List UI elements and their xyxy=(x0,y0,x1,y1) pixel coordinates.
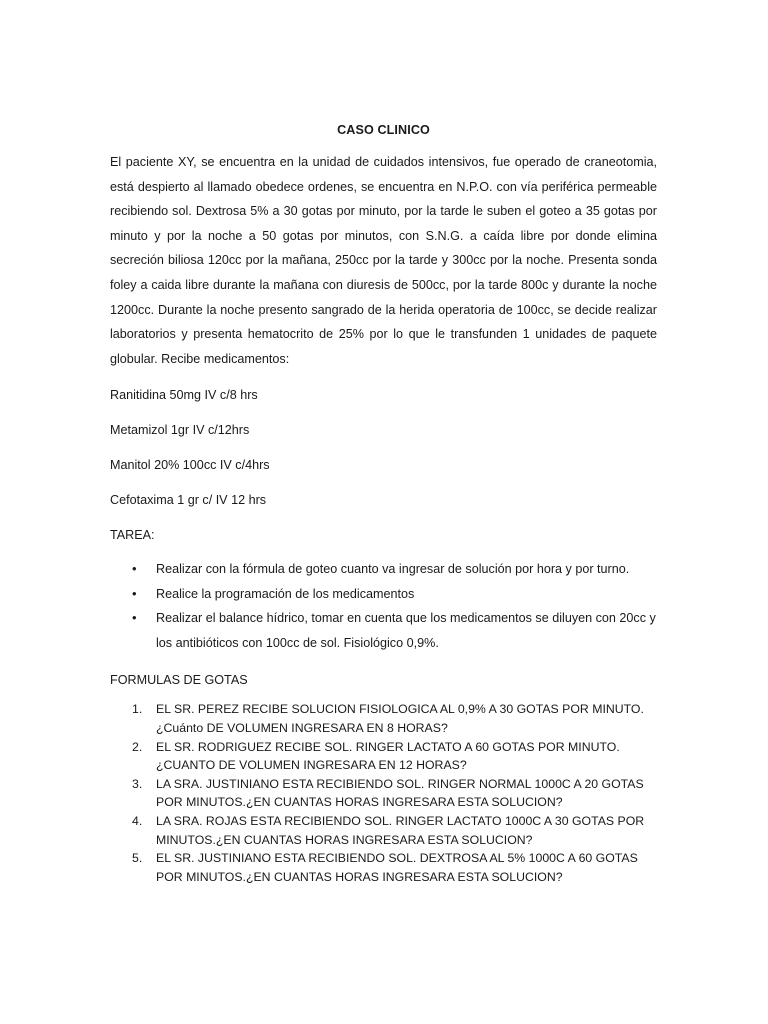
document-title: CASO CLINICO xyxy=(337,123,430,137)
task-item xyxy=(110,582,657,607)
task-item xyxy=(110,557,657,582)
formula-number: 1. xyxy=(132,702,143,717)
formula-text: LA SRA. ROJAS ESTA RECIBIENDO SOL. RINGER LACTATO 1000C A 30 GOTAS POR MINUTOS.¿EN CUANTAS HORAS INGRESARA ESTA SOLUCION? xyxy=(156,813,645,847)
task-text: Realizar con la fórmula de goteo cuanto va ingresar de solución por hora y por turno. xyxy=(156,562,630,577)
formula-text: EL SR. PEREZ RECIBE SOLUCION FISIOLOGICA AL 0,9% A 30 GOTAS POR MINUTO. ¿Cuánto DE VOLUMEN INGRESARA EN 8 HORAS? xyxy=(156,702,644,735)
formula-item xyxy=(110,849,657,886)
formula-number: 4. xyxy=(132,813,143,828)
formula-item xyxy=(110,775,657,812)
task-text: Realice la programación de los medicamentos xyxy=(156,586,415,601)
formula-text: EL SR. RODRIGUEZ RECIBE SOL. RINGER LACTATO A 60 GOTAS POR MINUTO.¿CUANTO DE VOLUMEN INGRESARA EN 12 HORAS? xyxy=(156,739,620,773)
case-paragraph: El paciente XY, se encuentra en la unidad de cuidados intensivos, fue operado de craneotomia, está despierto al llamado obedece ordenes, se encuentra en N.P.O. con vía periférica permeable recibiendo sol. Dextrosa 5% a 30 gotas por minuto, por la tarde le suben el goteo a 35 gotas por minuto y por la noche a 50 gotas por minutos, con S.N.G. a caída libre por donde elimina secreción biliosa 120cc por la mañana, 250cc por la tarde y 300cc por la noche. Presenta sonda foley a caida libre durante la mañana con diuresis de 500cc, por la tarde 800c y durante la noche 1200cc. Durante la noche presento sangrado de la herida operatoria de 100cc, se decide realizar laboratorios y presenta hematocrito de 25% por lo que le transfunden 1 unidades de paquete globular. Recibe medicamentos: xyxy=(110,155,657,366)
formula-number: 2. xyxy=(132,739,143,754)
task-item xyxy=(110,606,657,655)
formula-item xyxy=(110,700,657,737)
medication-list xyxy=(110,386,657,509)
medication-item: Cefotaxima 1 gr c/ IV 12 hrs xyxy=(110,493,267,508)
formula-item xyxy=(110,812,657,849)
bullet-icon: • xyxy=(132,585,137,601)
formula-number: 5. xyxy=(132,851,143,866)
formulas-heading: FORMULAS DE GOTAS xyxy=(110,673,248,688)
task-heading: TAREA: xyxy=(110,528,155,543)
medication-item: Metamizol 1gr IV c/12hrs xyxy=(110,423,250,438)
bullet-icon: • xyxy=(132,610,137,626)
formula-item xyxy=(110,738,657,775)
bullet-icon: • xyxy=(132,561,137,577)
formula-number: 3. xyxy=(132,776,143,791)
task-text: Realizar el balance hídrico, tomar en cuenta que los medicamentos se diluyen con 20cc y los antibióticos con 100cc de sol. Fisiológico 0,9%. xyxy=(156,611,656,650)
formula-text: EL SR. JUSTINIANO ESTA RECIBIENDO SOL. DEXTROSA AL 5% 1000C A 60 GOTAS POR MINUTOS.¿EN CUANTAS HORAS INGRESARA ESTA SOLUCION? xyxy=(156,851,638,884)
medication-item: Ranitidina 50mg IV c/8 hrs xyxy=(110,388,258,403)
formula-text: LA SRA. JUSTINIANO ESTA RECIBIENDO SOL. RINGER NORMAL 1000C A 20 GOTAS POR MINUTOS.¿EN CUANTAS HORAS INGRESARA ESTA SOLUCION? xyxy=(156,776,644,810)
medication-item: Manitol 20% 100cc IV c/4hrs xyxy=(110,458,270,473)
formula-list xyxy=(110,700,657,886)
task-list xyxy=(110,557,657,655)
